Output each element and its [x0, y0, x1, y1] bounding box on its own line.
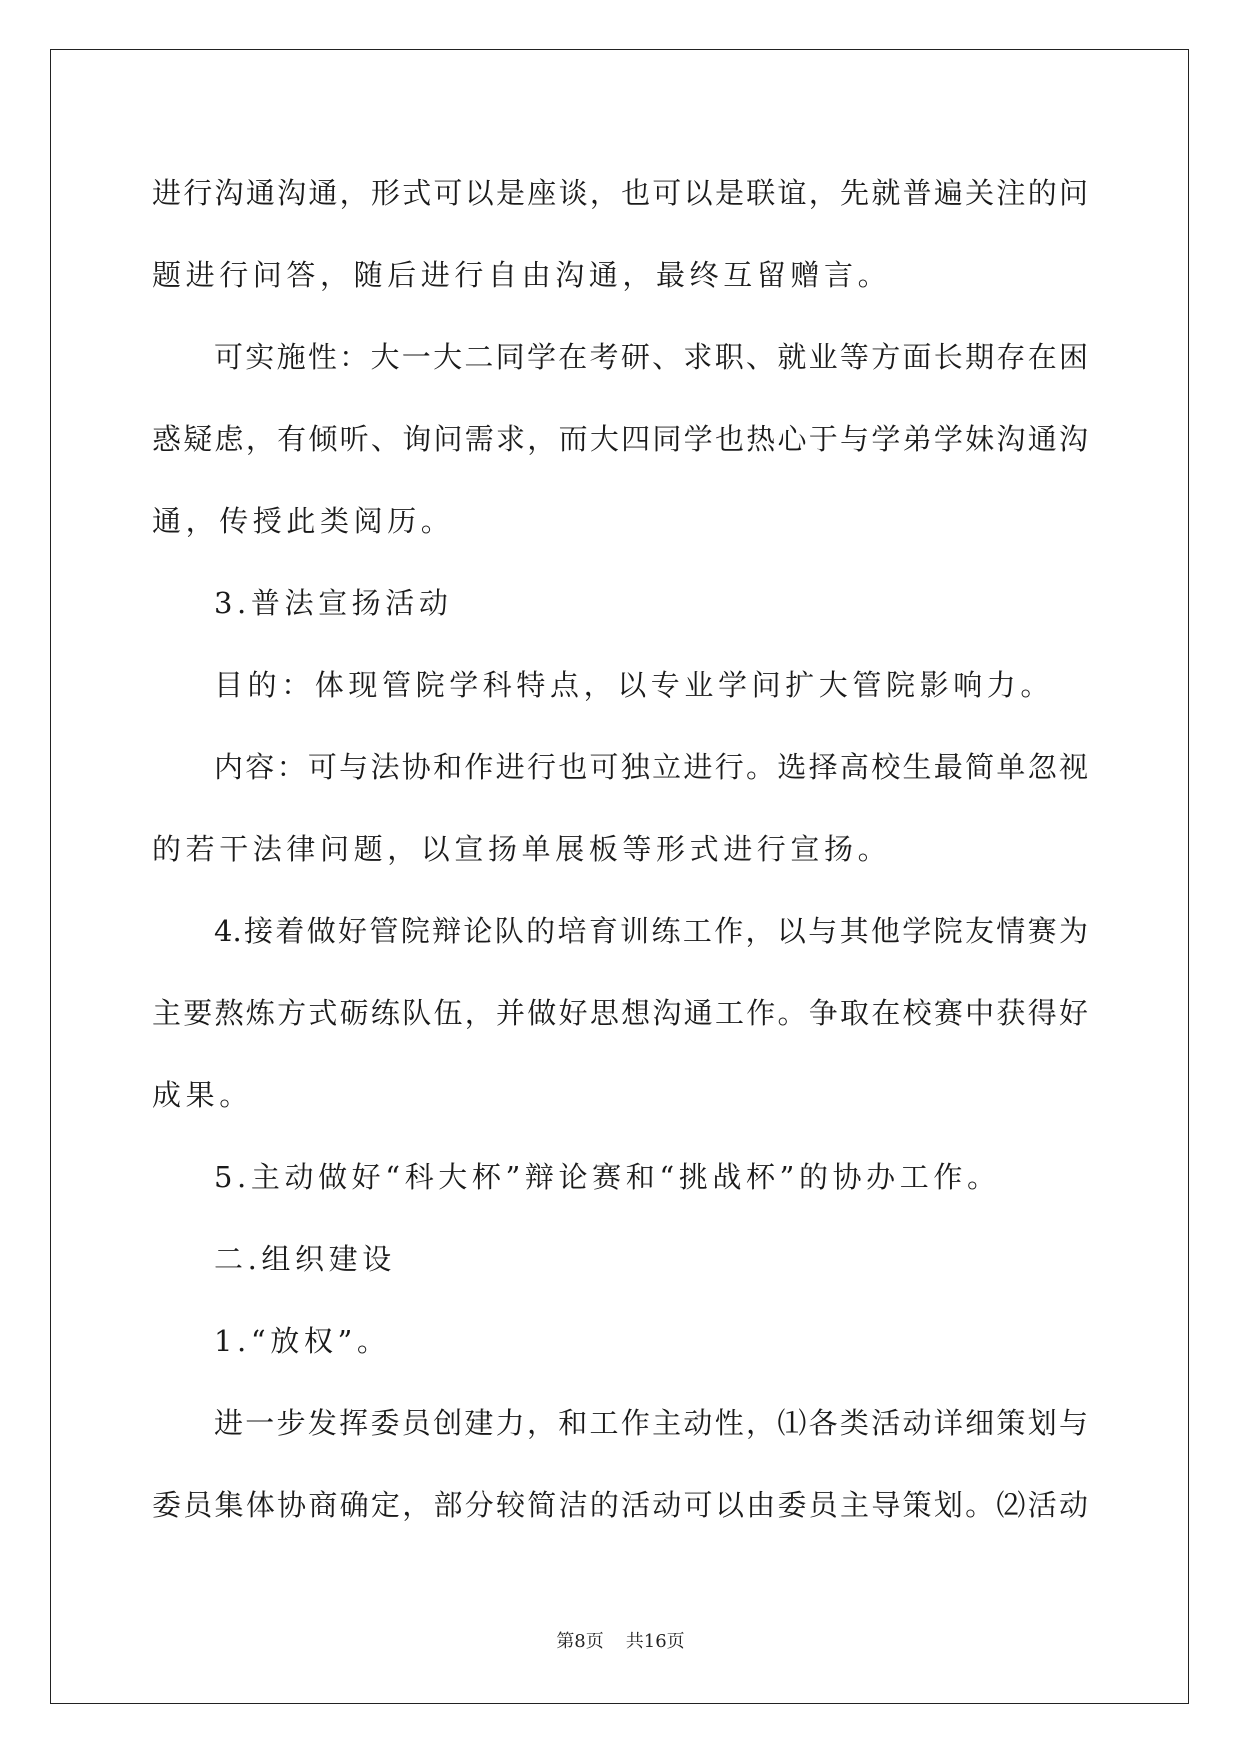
text-line: 的若干法律问题，以宣扬单展板等形式进行宣扬。 [152, 832, 892, 866]
text-line: 内容：可与法协和作进行也可独立进行。选择高校生最简单忽视 [214, 750, 1088, 784]
text-line: 题进行问答，随后进行自由沟通，最终互留赠言。 [152, 258, 892, 292]
text-line: 可实施性：大一大二同学在考研、求职、就业等方面长期存在困 [214, 340, 1088, 374]
page-total: 共16页 [625, 1631, 685, 1652]
text-line: 委员集体协商确定，部分较简洁的活动可以由委员主导策划。⑵活动 [152, 1488, 1088, 1522]
text-line: 主要熬炼方式砺练队伍，并做好思想沟通工作。争取在校赛中获得好 [152, 996, 1088, 1030]
text-line: 进行沟通沟通，形式可以是座谈，也可以是联谊，先就普遍关注的问 [152, 176, 1088, 210]
text-line: 惑疑虑，有倾听、询问需求，而大四同学也热心于与学弟学妹沟通沟 [152, 422, 1088, 456]
text-line: 4.接着做好管院辩论队的培育训练工作，以与其他学院友情赛为 [214, 914, 1088, 948]
text-line: 目的：体现管院学科特点，以专业学问扩大管院影响力。 [214, 668, 1055, 702]
text-line: 通，传授此类阅历。 [152, 504, 455, 538]
text-line: 5.主动做好“科大杯”辩论赛和“挑战杯”的协办工作。 [214, 1160, 1001, 1194]
text-line: 成果。 [152, 1078, 253, 1112]
text-line: 进一步发挥委员创建力，和工作主动性，⑴各类活动详细策划与 [214, 1406, 1088, 1440]
page-footer [0, 1630, 1241, 1654]
page-border [50, 49, 1189, 1704]
section-heading: 二.组织建设 [214, 1242, 396, 1276]
section-heading: 1.“放权”。 [214, 1324, 391, 1358]
page-number: 第8页 [556, 1631, 604, 1652]
section-heading: 3.普法宣扬活动 [214, 586, 453, 620]
